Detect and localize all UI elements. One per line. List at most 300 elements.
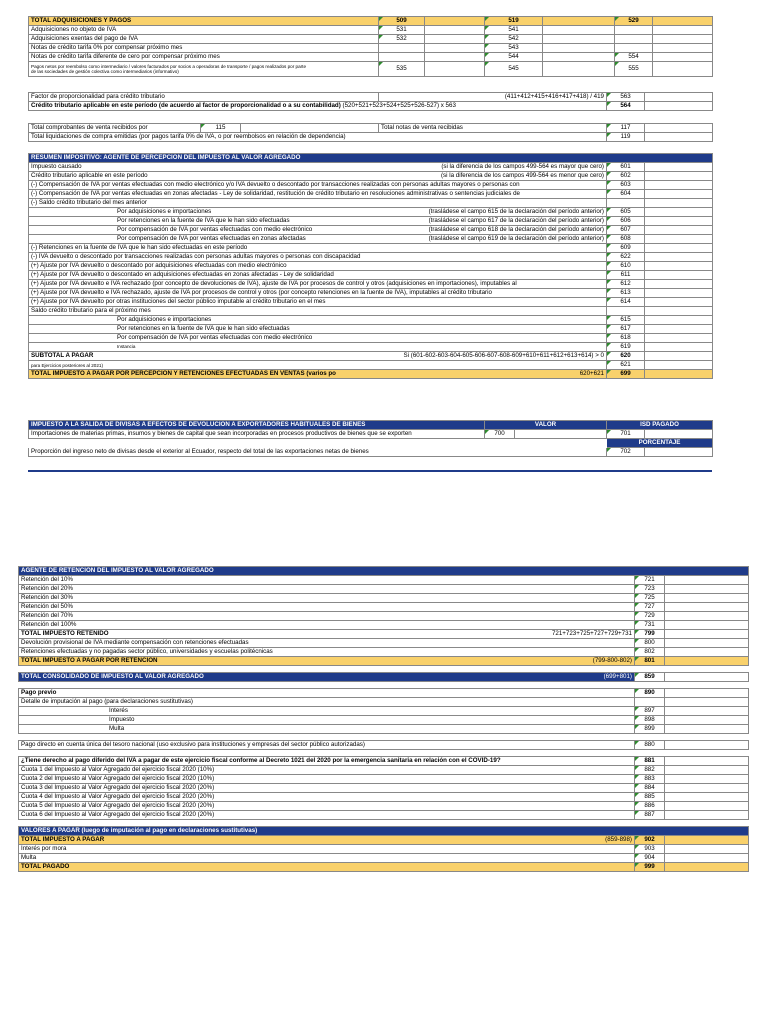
value-cell[interactable] — [665, 673, 749, 682]
value-cell[interactable] — [665, 741, 749, 750]
field-code[interactable]: 608 — [607, 235, 645, 244]
subtotal-label: SUBTOTAL A PAGAR — [31, 352, 94, 359]
field-code[interactable]: 612 — [607, 280, 645, 289]
row-label: Interés — [19, 707, 635, 716]
value-cell[interactable] — [665, 784, 749, 793]
value-cell[interactable] — [543, 26, 615, 35]
row-label: Notas de crédito tarifa 0% por compensar próximo mes — [29, 44, 379, 53]
row-label-text: (+) Ajuste por IVA devuelto o descontado por adquisiciones efectuadas con medio electrónico — [31, 262, 287, 269]
interes-row — [19, 845, 749, 854]
row-label: ¿Tiene derecho al pago diferido del IVA a pagar de este ejercicio fiscal conforme al Decreto 1021 del 2020 por la emergencia sanitaria en relación con el COVID-19? — [19, 757, 635, 766]
valor-header: VALOR — [485, 421, 607, 430]
field-code[interactable]: 731 — [635, 621, 665, 630]
value-cell[interactable] — [645, 289, 713, 298]
row-label — [29, 307, 607, 316]
field-code[interactable]: 727 — [635, 603, 665, 612]
row-note: (trasládese el campo 617 de la declaración del período anterior) — [428, 217, 604, 224]
isd-header: ISD PAGADO — [607, 421, 713, 430]
field-code[interactable]: 613 — [607, 289, 645, 298]
formula: (699+801) — [603, 673, 632, 680]
field-code[interactable]: 529 — [615, 17, 653, 26]
spacer — [19, 820, 749, 827]
value-cell[interactable] — [645, 271, 713, 280]
field-code[interactable]: 618 — [607, 334, 645, 343]
value-cell[interactable] — [645, 325, 713, 334]
devolucion-row — [19, 639, 749, 648]
empty-cell — [425, 53, 485, 62]
row-label: Retención del 20% — [19, 585, 635, 594]
table-row — [19, 793, 749, 802]
field-code[interactable]: 721 — [635, 576, 665, 585]
row-label-text: Crédito tributario aplicable en este período — [31, 172, 148, 179]
value-cell[interactable] — [645, 181, 713, 190]
empty-cell — [425, 44, 485, 53]
value-cell[interactable] — [645, 102, 713, 111]
row-label: Pago previo — [19, 689, 635, 698]
table-row — [19, 707, 749, 716]
table-row — [19, 775, 749, 784]
value-cell[interactable] — [653, 53, 713, 62]
row-label: Cuota 4 del Impuesto al Valor Agregado del ejercicio fiscal 2020 (20%) — [19, 793, 635, 802]
field-code[interactable]: 602 — [607, 172, 645, 181]
value-cell[interactable] — [543, 17, 615, 26]
value-cell[interactable] — [645, 280, 713, 289]
field-code[interactable]: 119 — [607, 133, 645, 142]
row-label-text: (-) Compensación de IVA por ventas efectuadas en zonas afectadas - Ley de solidaridad, restitución de crédito tributario en resoluciones administrativas o sentencias judiciales de — [31, 190, 520, 197]
section-end-bar — [28, 470, 712, 472]
value-cell[interactable] — [645, 361, 713, 370]
field-code[interactable]: 999 — [635, 863, 665, 872]
table-row — [29, 253, 713, 262]
spacer — [19, 734, 749, 741]
field-code[interactable]: 890 — [635, 689, 665, 698]
value-cell[interactable] — [665, 845, 749, 854]
field-code[interactable]: 604 — [607, 190, 645, 199]
row-label: TOTAL PAGADO — [19, 863, 635, 872]
liquidaciones-row — [29, 133, 713, 142]
value-cell[interactable] — [543, 44, 615, 53]
row-label-text: Por compensación de IVA por ventas efectuadas en zonas afectadas — [117, 235, 306, 242]
field-code[interactable]: 723 — [635, 585, 665, 594]
value-cell[interactable] — [645, 316, 713, 325]
field-code[interactable]: 519 — [485, 17, 543, 26]
field-code[interactable]: 700 — [485, 430, 515, 439]
value-cell[interactable] — [645, 217, 713, 226]
row-label — [29, 343, 607, 352]
field-code — [607, 199, 645, 208]
importaciones-row — [29, 430, 713, 439]
value-cell[interactable] — [645, 343, 713, 352]
row-label — [29, 172, 607, 181]
field-code[interactable]: 542 — [485, 35, 543, 44]
pagos-line-2: de las sociedades de gestión colectiva como intermediarios (informativo) — [31, 69, 179, 74]
field-code[interactable]: 903 — [635, 845, 665, 854]
value-cell[interactable] — [645, 235, 713, 244]
total-adquisiciones-row — [29, 17, 713, 26]
row-label: Pago directo en cuenta única del tesoro nacional (uso exclusivo para instituciones y empresas del sector público autorizadas) — [19, 741, 635, 750]
comprobantes-row — [29, 124, 713, 133]
row-label — [29, 199, 607, 208]
value-cell[interactable] — [665, 802, 749, 811]
table-row — [19, 716, 749, 725]
empty-cell — [653, 26, 713, 35]
section-header — [29, 154, 713, 163]
value-cell[interactable] — [645, 352, 713, 361]
table-row — [29, 190, 713, 199]
row-label — [29, 208, 607, 217]
formula: 620+621 — [579, 370, 604, 377]
field-code[interactable]: 614 — [607, 298, 645, 307]
row-label: Total liquidaciones de compra emitidas (por pagos tarifa 0% de IVA, o por reembolsos en relación de dependencia) — [29, 133, 607, 142]
row-note: (trasládese el campo 615 de la declaración del período anterior) — [428, 208, 604, 215]
field-code[interactable]: 545 — [485, 62, 543, 77]
value-cell[interactable] — [425, 35, 485, 44]
field-code[interactable]: 702 — [607, 448, 645, 457]
field-code[interactable]: 509 — [379, 17, 425, 26]
row-label: Adquisiciones exentas del pago de IVA — [29, 35, 379, 44]
value-cell[interactable] — [665, 603, 749, 612]
field-code[interactable]: 887 — [635, 811, 665, 820]
field-code[interactable]: 800 — [635, 639, 665, 648]
field-code[interactable]: 607 — [607, 226, 645, 235]
row-label — [19, 673, 635, 682]
row-label-text: (+) Ajuste por IVA devuelto por otras instituciones del sector público imputable al crédito tributario en el mes — [31, 298, 326, 305]
value-cell[interactable] — [543, 35, 615, 44]
row-label: Cuota 1 del Impuesto al Valor Agregado del ejercicio fiscal 2020 (10%) — [19, 766, 635, 775]
section-header — [29, 421, 713, 430]
row-label: Impuesto — [19, 716, 635, 725]
value-cell[interactable] — [645, 133, 713, 142]
field-code[interactable]: 882 — [635, 766, 665, 775]
formula: 721+723+725+727+729+731 — [551, 630, 632, 637]
field-code[interactable]: 564 — [607, 102, 645, 111]
spacer — [19, 666, 749, 673]
row-label-text: Por adquisiciones e importaciones — [117, 208, 212, 215]
empty-cell — [379, 53, 425, 62]
row-label-text: (-) Saldo crédito tributario del mes anterior — [31, 199, 147, 206]
row-label: Proporción del ingreso neto de divisas desde el exterior al Ecuador, respecto del total de las exportaciones netas de bienes — [29, 448, 607, 457]
value-cell[interactable] — [645, 448, 713, 457]
field-code[interactable]: 619 — [607, 343, 645, 352]
formula: (859-898) — [605, 836, 632, 843]
value-cell[interactable] — [665, 585, 749, 594]
value-cell[interactable] — [665, 594, 749, 603]
table-row — [29, 334, 713, 343]
comprobantes-table — [28, 123, 713, 142]
total-percepcion-row — [29, 370, 713, 379]
row-label — [29, 262, 607, 271]
table-row — [29, 262, 713, 271]
value-cell[interactable] — [653, 62, 713, 77]
value-cell[interactable] — [665, 630, 749, 639]
formula: (799-800-802) — [592, 657, 632, 664]
value-cell[interactable] — [425, 17, 485, 26]
field-code[interactable]: 117 — [607, 124, 645, 133]
value-cell[interactable] — [645, 370, 713, 379]
field-code[interactable]: 601 — [607, 163, 645, 172]
row-label-text: Saldo crédito tributario para el próximo mes — [31, 307, 151, 314]
total-label: TOTAL IMPUESTO A PAGAR POR PERCEPCIÓN Y RETENCIONES EFECTUADAS EN VENTAS (varios po — [31, 370, 336, 377]
row-label: Total notas de venta recibidas — [379, 124, 607, 133]
row-label: TOTAL ADQUISICIONES Y PAGOS — [29, 17, 379, 26]
multa-row — [19, 854, 749, 863]
table-row — [29, 325, 713, 334]
value-cell[interactable] — [645, 208, 713, 217]
row-label: Retención del 70% — [19, 612, 635, 621]
value-cell[interactable] — [543, 53, 615, 62]
section-header — [19, 827, 749, 836]
table-row — [19, 576, 749, 585]
field-code[interactable]: 701 — [607, 430, 645, 439]
table-row — [29, 44, 713, 53]
value-cell[interactable] — [665, 716, 749, 725]
field-code[interactable]: 532 — [379, 35, 425, 44]
empty-cell — [653, 44, 713, 53]
value-cell[interactable] — [665, 793, 749, 802]
row-label-text: (+) Ajuste por IVA devuelto e IVA rechazado (por concepto de devoluciones de IVA), ajuste de IVA por procesos de control y otros (adquisiciones en importaciones), imputables al — [31, 280, 517, 287]
row-label: para Ejercicios posteriores al 2021) — [29, 361, 607, 370]
field-code[interactable]: 541 — [485, 26, 543, 35]
empty-cell — [615, 44, 653, 53]
value-cell[interactable] — [665, 854, 749, 863]
diferido-row — [19, 757, 749, 766]
field-code[interactable]: 535 — [379, 62, 425, 77]
field-code[interactable]: 802 — [635, 648, 665, 657]
field-code[interactable]: 620 — [607, 352, 645, 361]
row-label: Notas de crédito tarifa diferente de cero por compensar próximo mes — [29, 53, 379, 62]
total-impuesto-row — [19, 836, 749, 845]
row-label — [29, 253, 607, 262]
row-label — [19, 630, 635, 639]
value-cell — [645, 199, 713, 208]
value-cell[interactable] — [645, 226, 713, 235]
row-label: Multa — [19, 725, 635, 734]
field-code[interactable]: 621 — [607, 361, 645, 370]
row-label: Cuota 3 del Impuesto al Valor Agregado del ejercicio fiscal 2020 (20%) — [19, 784, 635, 793]
field-code[interactable]: 884 — [635, 784, 665, 793]
field-code[interactable]: 902 — [635, 836, 665, 845]
value-cell — [645, 307, 713, 316]
value-cell[interactable] — [653, 17, 713, 26]
row-label — [29, 217, 607, 226]
field-code[interactable]: 609 — [607, 244, 645, 253]
row-label: Interés por mora — [19, 845, 635, 854]
row-label-text: (+) Ajuste por IVA devuelto e IVA rechazado, ajuste de IVA por procesos de control y otros (por concepto retenciones en la fuente de IVA), imputables al crédito tributario — [31, 289, 492, 296]
field-code[interactable]: 729 — [635, 612, 665, 621]
row-label — [29, 334, 607, 343]
field-code[interactable]: 881 — [635, 757, 665, 766]
row-label: Adquisiciones no objeto de IVA — [29, 26, 379, 35]
value-cell[interactable] — [645, 93, 713, 102]
field-code[interactable]: 531 — [379, 26, 425, 35]
formula: Si (601-602-603-604-605-606-607-608-609+610+611+612+613+614) > 0 — [403, 352, 604, 359]
row-note: (si la diferencia de los campos 499-564 es menor que cero) — [440, 172, 604, 179]
value-cell[interactable] — [665, 648, 749, 657]
value-cell[interactable] — [665, 775, 749, 784]
formula: (411+412+415+416+417+418) / 419 — [379, 93, 607, 102]
section-header — [19, 567, 749, 576]
table-row — [29, 62, 713, 77]
table-row — [19, 725, 749, 734]
row-label: Retención del 10% — [19, 576, 635, 585]
value-cell[interactable] — [665, 757, 749, 766]
row-label: Devolución provisional de IVA mediante compensación con retenciones efectuadas — [19, 639, 635, 648]
row-label — [29, 325, 607, 334]
row-note: (trasládese el campo 619 de la declaración del período anterior) — [428, 235, 604, 242]
value-cell[interactable] — [543, 62, 615, 77]
table-row — [29, 35, 713, 44]
row-label: Cuota 5 del Impuesto al Valor Agregado del ejercicio fiscal 2020 (20%) — [19, 802, 635, 811]
field-code[interactable]: 799 — [635, 630, 665, 639]
field-code[interactable]: 555 — [615, 62, 653, 77]
field-code[interactable]: 611 — [607, 271, 645, 280]
table-row — [19, 802, 749, 811]
value-cell[interactable] — [645, 334, 713, 343]
section-title: IMPUESTO A LA SALIDA DE DIVISAS A EFECTOS DE DEVOLUCIÓN A EXPORTADORES HABITUALES DE BIENES — [29, 421, 485, 430]
resumen-impositivo-table — [28, 153, 713, 379]
row-label — [29, 181, 607, 190]
field-code[interactable]: 898 — [635, 716, 665, 725]
table-row — [19, 585, 749, 594]
field-code[interactable]: 904 — [635, 854, 665, 863]
field-code[interactable]: 617 — [607, 325, 645, 334]
row-label: Retención del 100% — [19, 621, 635, 630]
table-row — [29, 280, 713, 289]
value-cell[interactable] — [645, 163, 713, 172]
field-code[interactable]: 622 — [607, 253, 645, 262]
field-code[interactable]: 606 — [607, 217, 645, 226]
field-code[interactable]: 880 — [635, 741, 665, 750]
factor-table — [28, 92, 713, 111]
field-code[interactable]: 725 — [635, 594, 665, 603]
section-title: AGENTE DE RETENCIÓN DEL IMPUESTO AL VALOR AGREGADO — [19, 567, 749, 576]
value-cell[interactable] — [665, 612, 749, 621]
table-row — [29, 53, 713, 62]
row-label — [19, 657, 635, 666]
value-cell[interactable] — [645, 124, 713, 133]
empty-cell — [379, 44, 425, 53]
value-cell[interactable] — [515, 430, 607, 439]
value-cell[interactable] — [665, 836, 749, 845]
value-cell[interactable] — [241, 124, 379, 133]
table-row — [19, 612, 749, 621]
value-cell[interactable] — [665, 639, 749, 648]
consolidado-label: TOTAL CONSOLIDADO DE IMPUESTO AL VALOR AGREGADO — [21, 673, 204, 680]
row-label-text: Instancia — [117, 344, 136, 349]
row-label — [29, 280, 607, 289]
value-cell[interactable] — [425, 62, 485, 77]
row-label-text: (-) Compensación de IVA por ventas efectuadas con medio electrónico y/o IVA devuelto o descontado por transacciones realizadas con personas adultas mayores o personas con — [31, 181, 520, 188]
row-label — [29, 271, 607, 280]
value-cell[interactable] — [665, 657, 749, 666]
value-cell[interactable] — [665, 725, 749, 734]
row-label: Multa — [19, 854, 635, 863]
field-code[interactable]: 603 — [607, 181, 645, 190]
row-label-text: (-) IVA devuelto o descontado por transacciones realizadas con personas adultas mayores o personas con discapacidad — [31, 253, 361, 260]
factor-row — [29, 93, 713, 102]
value-cell[interactable] — [665, 689, 749, 698]
table-row — [29, 343, 713, 352]
field-code[interactable]: 886 — [635, 802, 665, 811]
porcentaje-header-row — [29, 439, 713, 448]
no-pagadas-row — [19, 648, 749, 657]
value-cell[interactable] — [645, 262, 713, 271]
field-code[interactable]: 885 — [635, 793, 665, 802]
field-code[interactable]: 859 — [635, 673, 665, 682]
table-row — [19, 603, 749, 612]
row-label: Cuota 2 del Impuesto al Valor Agregado del ejercicio fiscal 2020 (10%) — [19, 775, 635, 784]
empty-cell — [653, 35, 713, 44]
value-cell[interactable] — [645, 298, 713, 307]
value-cell[interactable] — [665, 621, 749, 630]
empty-cell — [635, 698, 665, 707]
row-label-text: Por adquisiciones e importaciones — [117, 316, 212, 323]
field-code[interactable]: 544 — [485, 53, 543, 62]
value-cell[interactable] — [645, 172, 713, 181]
table-row — [19, 621, 749, 630]
table-row — [29, 271, 713, 280]
value-cell[interactable] — [645, 430, 713, 439]
adquisiciones-table — [28, 16, 713, 77]
total-retenido-label: TOTAL IMPUESTO RETENIDO — [21, 630, 109, 637]
ejercicios-row — [29, 361, 713, 370]
row-label: Cuota 6 del Impuesto al Valor Agregado del ejercicio fiscal 2020 (20%) — [19, 811, 635, 820]
section-title: RESUMEN IMPOSITIVO: AGENTE DE PERCEPCIÓN DEL IMPUESTO AL VALOR AGREGADO — [29, 154, 713, 163]
value-cell[interactable] — [425, 26, 485, 35]
value-cell[interactable] — [645, 253, 713, 262]
field-code[interactable]: 883 — [635, 775, 665, 784]
field-code[interactable]: 543 — [485, 44, 543, 53]
field-code[interactable]: 899 — [635, 725, 665, 734]
value-cell[interactable] — [645, 244, 713, 253]
value-cell[interactable] — [665, 811, 749, 820]
row-label-text: Por retenciones en la fuente de IVA que le han sido efectuadas — [117, 217, 290, 224]
total-label: TOTAL IMPUESTO A PAGAR — [21, 836, 105, 843]
value-cell[interactable] — [645, 190, 713, 199]
subtotal-row — [29, 352, 713, 361]
formula: (520+521+523+524+525+526-527) x 563 — [342, 102, 456, 109]
value-cell[interactable] — [665, 576, 749, 585]
field-code[interactable]: 615 — [607, 316, 645, 325]
field-code[interactable]: 563 — [607, 93, 645, 102]
field-code[interactable]: 801 — [635, 657, 665, 666]
spacer — [19, 750, 749, 757]
table-row — [29, 226, 713, 235]
field-code[interactable]: 554 — [615, 53, 653, 62]
table-row — [29, 217, 713, 226]
pago-previo-row — [19, 689, 749, 698]
value-cell[interactable] — [665, 863, 749, 872]
field-code[interactable]: 897 — [635, 707, 665, 716]
value-cell[interactable] — [665, 766, 749, 775]
row-label-text: (-) Retenciones en la fuente de IVA que le han sido efectuadas en este período — [31, 244, 248, 251]
field-code[interactable]: 610 — [607, 262, 645, 271]
row-label — [29, 352, 607, 361]
pago-directo-row — [19, 741, 749, 750]
row-label — [29, 62, 379, 77]
total-pagado-row — [19, 863, 749, 872]
empty-cell — [665, 698, 749, 707]
field-code[interactable]: 605 — [607, 208, 645, 217]
row-label: Importaciones de materias primas, insumos y bienes de capital que sean incorporadas en procesos productivos de bienes que se exporten — [29, 430, 485, 439]
field-code[interactable]: 699 — [607, 370, 645, 379]
row-label — [19, 836, 635, 845]
value-cell[interactable] — [665, 707, 749, 716]
spacer — [19, 682, 749, 689]
row-label: Detalle de imputación al pago (para declaraciones sustitutivas) — [19, 698, 635, 707]
field-code[interactable]: 115 — [201, 124, 241, 133]
total-label: TOTAL IMPUESTO A PAGAR POR RETENCIÓN — [21, 657, 158, 664]
